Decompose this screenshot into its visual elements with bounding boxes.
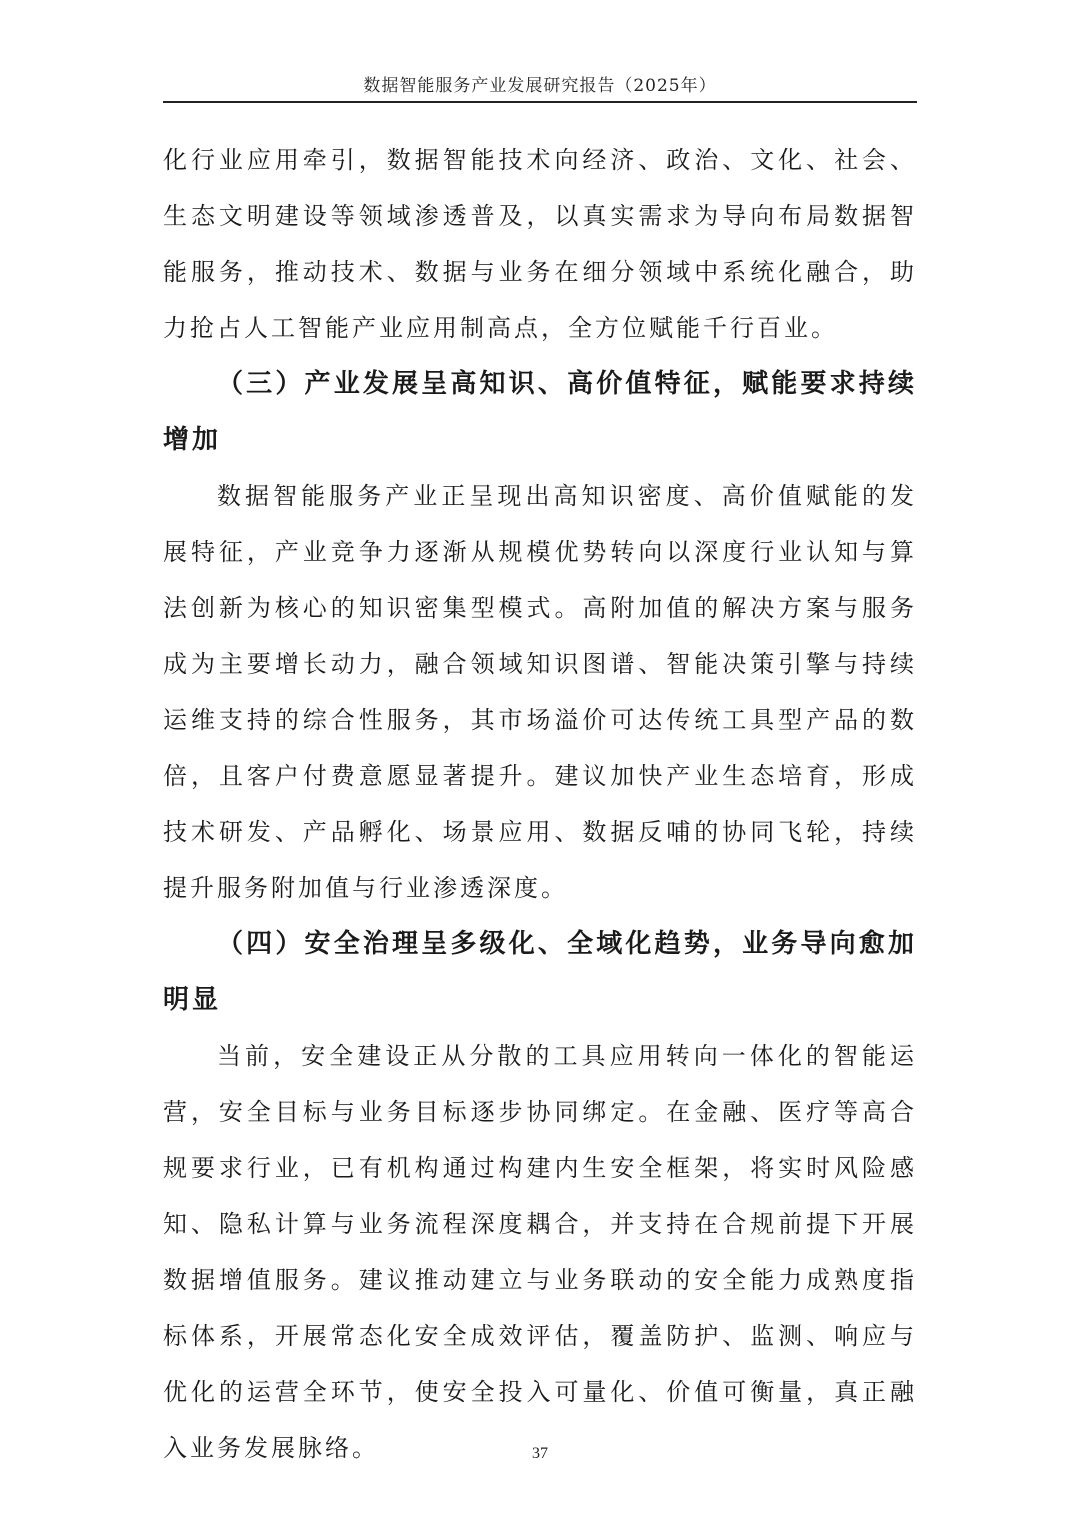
- page-number: 37: [532, 1445, 548, 1462]
- paragraph-security-governance: 当前，安全建设正从分散的工具应用转向一体化的智能运营，安全目标与业务目标逐步协同绑定。在金融、医疗等高合规要求行业，已有机构通过构建内生安全框架，将实时风险感知、隐私计算与业务流程深度耦合，并支持在合规前提下开展数据增值服务。建议推动建立与业务联动的安全能力成熟度指标体系，开展常态化安全成效评估，覆盖防护、监测、响应与优化的运营全环节，使安全投入可量化、价值可衡量，真正融入业务发展脉络。: [163, 1042, 917, 1462]
- section-heading-3: （三）产业发展呈高知识、高价值特征，赋能要求持续增加: [163, 369, 917, 455]
- header-divider: [163, 101, 917, 103]
- page-content: [163, 132, 917, 1476]
- running-header: 数据智能服务产业发展研究报告（2025年）: [363, 76, 717, 96]
- section-heading-4: （四）安全治理呈多级化、全域化趋势，业务导向愈加明显: [163, 929, 917, 1015]
- paragraph-continued: 化行业应用牵引，数据智能技术向经济、政治、文化、社会、生态文明建设等领域渗透普及，以真实需求为导向布局数据智能服务，推动技术、数据与业务在细分领域中系统化融合，助力抢占人工智能产业应用制高点，全方位赋能千行百业。: [163, 146, 917, 342]
- paragraph-industry-characteristics: 数据智能服务产业正呈现出高知识密度、高价值赋能的发展特征，产业竞争力逐渐从规模优势转向以深度行业认知与算法创新为核心的知识密集型模式。高附加值的解决方案与服务成为主要增长动力，融合领域知识图谱、智能决策引擎与持续运维支持的综合性服务，其市场溢价可达传统工具型产品的数倍，且客户付费意愿显著提升。建议加快产业生态培育，形成技术研发、产品孵化、场景应用、数据反哺的协同飞轮，持续提升服务附加值与行业渗透深度。: [163, 482, 917, 902]
